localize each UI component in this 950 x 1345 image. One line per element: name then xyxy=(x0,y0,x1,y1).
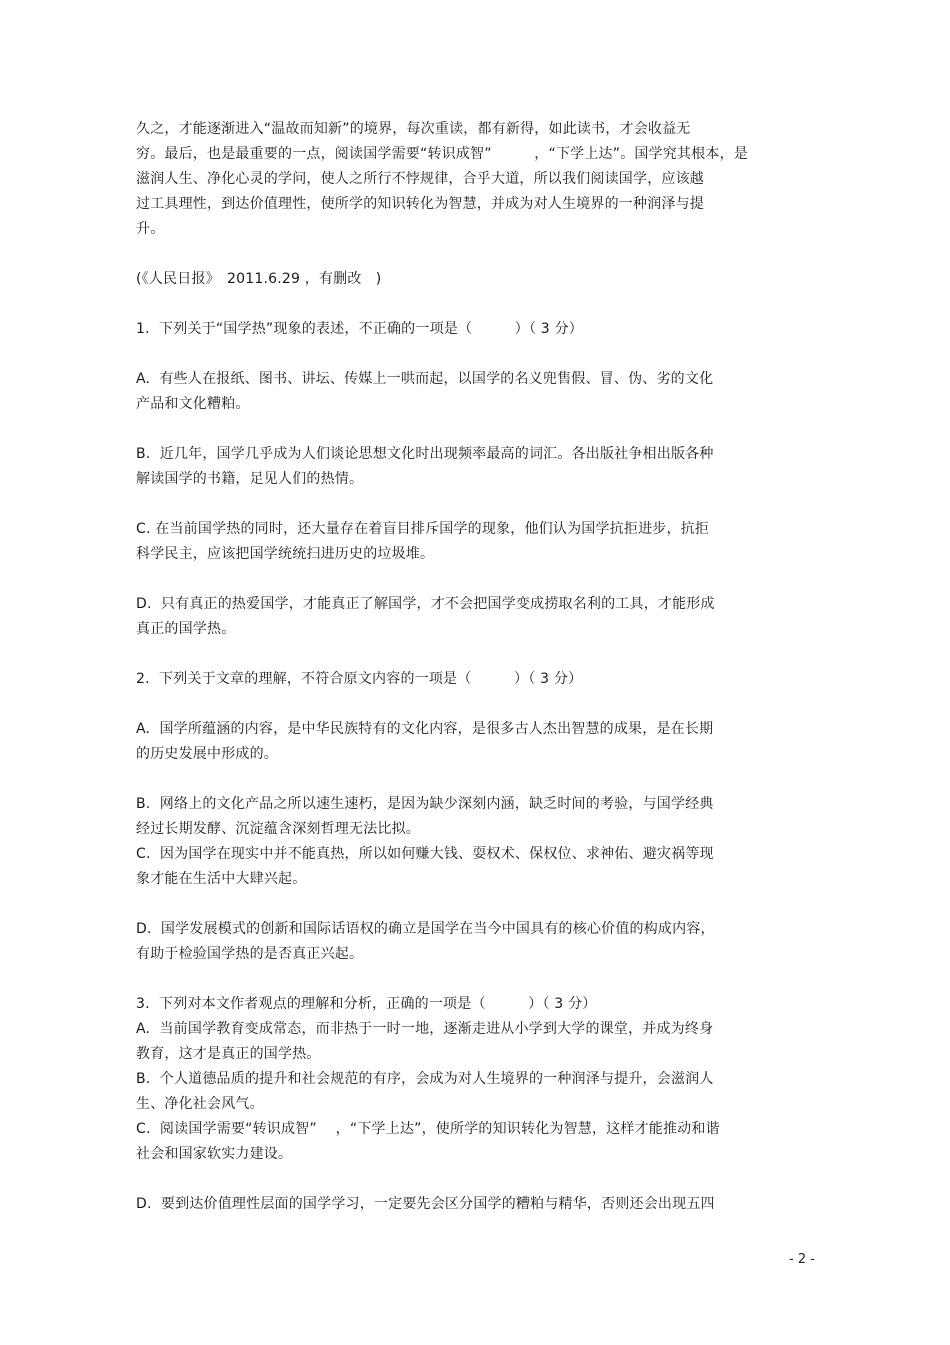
question-stem: 2. 下列关于文章的理解，不符合原文内容的一项是（ ）（ 3 分） xyxy=(136,671,583,687)
option-d-line: 真正的国学热。 xyxy=(136,621,236,637)
option-c-line: 社会和国家软实力建设。 xyxy=(136,1146,293,1162)
option-a-line: 产品和文化糟粕。 xyxy=(136,396,250,412)
option-b-line: B. 个人道德品质的提升和社会规范的有序，会成为对人生境界的一种润泽与提升，会滋润人 xyxy=(136,1071,714,1087)
passage-source: (《人民日报》 2011.6.29 ，有删改 ) xyxy=(136,271,382,287)
option-d-line: D. 国学发展模式的创新和国际话语权的确立是国学在当今中国具有的核心价值的构成内容， xyxy=(136,921,715,937)
passage-line: 升。 xyxy=(136,221,165,237)
passage-line: 穷。最后，也是最重要的一点，阅读国学需要“转识成智” ，“下学上达”。国学究其根本，是 xyxy=(136,146,749,162)
option-c-line: 象才能在生活中大肆兴起。 xyxy=(136,871,307,887)
page-number: - 2 - xyxy=(789,1252,815,1267)
option-a-line: A. 有些人在报纸、图书、讲坛、传媒上一哄而起，以国学的名义兜售假、冒、伪、劣的文化 xyxy=(136,371,714,387)
option-d-line: D. 只有真正的热爱国学，才能真正了解国学，才不会把国学变成捞取名利的工具，才能形成 xyxy=(136,596,715,612)
option-c-line: 科学民主，应该把国学统统扫进历史的垃圾堆。 xyxy=(136,546,435,562)
option-b-line: B. 近几年，国学几乎成为人们谈论思想文化时出现频率最高的词汇。各出版社争相出版各种 xyxy=(136,446,714,462)
option-a-line: A. 当前国学教育变成常态，而非热于一时一地，逐渐走进从小学到大学的课堂，并成为终身 xyxy=(136,1021,714,1037)
option-b-line: 生、净化社会风气。 xyxy=(136,1096,264,1112)
passage-line: 滋润人生、净化心灵的学问，使人之所行不悖规律，合乎大道，所以我们阅读国学，应该越 xyxy=(136,171,704,187)
option-b-line: B. 网络上的文化产品之所以速生速朽，是因为缺少深刻内涵，缺乏时间的考验，与国学经典 xyxy=(136,796,714,812)
option-c-line: C. 在当前国学热的同时，还大量存在着盲目排斥国学的现象，他们认为国学抗拒进步，抗拒 xyxy=(136,521,710,537)
passage-line: 久之，才能逐渐进入“温故而知新”的境界，每次重读，都有新得，如此读书，才会收益无 xyxy=(136,121,691,137)
question-stem: 3. 下列对本文作者观点的理解和分析，正确的一项是（ ）（ 3 分） xyxy=(136,996,597,1012)
option-a-line: 的历史发展中形成的。 xyxy=(136,746,278,762)
option-b-line: 解读国学的书籍，足见人们的热情。 xyxy=(136,471,364,487)
option-d-line: D. 要到达价值理性层面的国学学习，一定要先会区分国学的糟粕与精华，否则还会出现五四 xyxy=(136,1196,715,1212)
option-a-line: 教育，这才是真正的国学热。 xyxy=(136,1046,321,1062)
option-c-line: C. 阅读国学需要“转识成智” ，“下学上达”，使所学的知识转化为智慧，这样才能推动和谐 xyxy=(136,1121,720,1137)
question-stem: 1. 下列关于“国学热”现象的表述，不正确的一项是（ ）（ 3 分） xyxy=(136,321,583,337)
passage-line: 过工具理性，到达价值理性，使所学的知识转化为智慧，并成为对人生境界的一种润泽与提 xyxy=(136,196,704,212)
option-d-line: 有助于检验国学热的是否真正兴起。 xyxy=(136,946,364,962)
option-c-line: C. 因为国学在现实中并不能真热，所以如何赚大钱、耍权术、保权位、求神佑、避灾祸等现 xyxy=(136,846,714,862)
option-b-line: 经过长期发酵、沉淀蕴含深刻哲理无法比拟。 xyxy=(136,821,420,837)
option-a-line: A. 国学所蕴涵的内容，是中华民族特有的文化内容，是很多古人杰出智慧的成果，是在长期 xyxy=(136,721,714,737)
